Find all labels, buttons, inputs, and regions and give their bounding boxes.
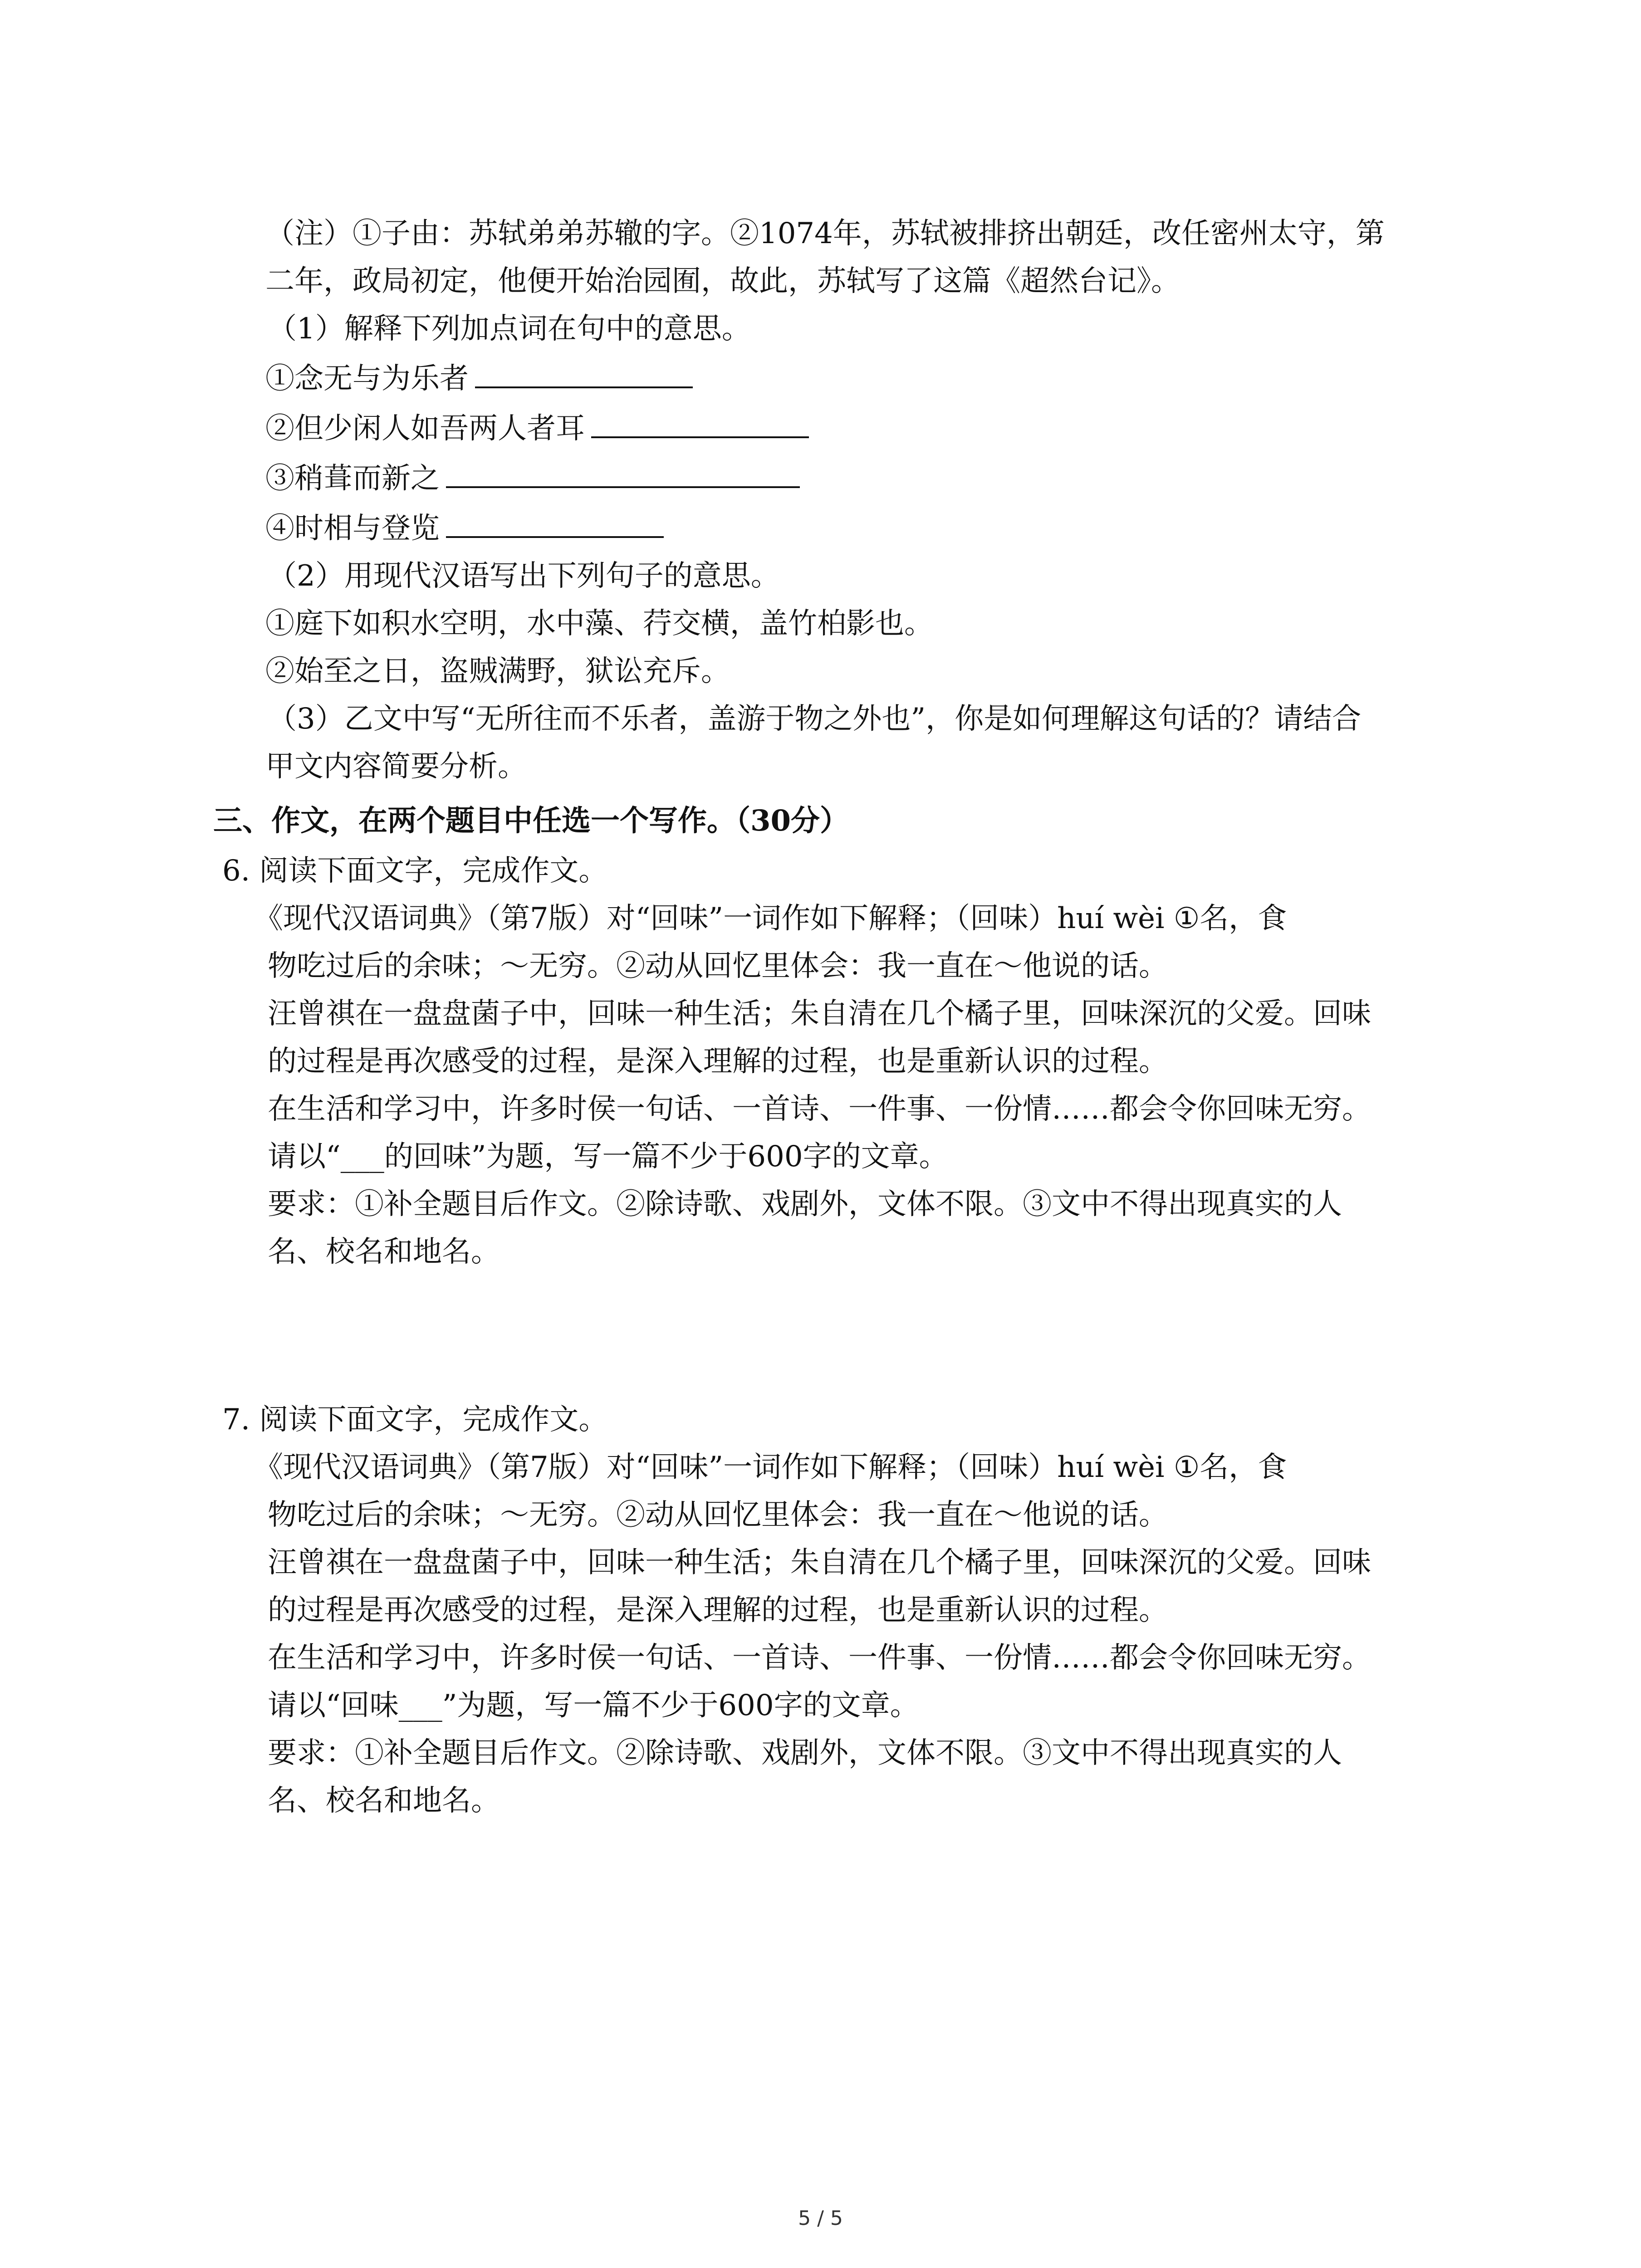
- essay7-line-9: 名、校名和地名。: [268, 1784, 500, 1818]
- q1-item-1-text: ①念无与为乐者: [265, 362, 469, 396]
- q3-line-2: 甲文内容简要分析。: [265, 750, 527, 783]
- essay7-line-4: 汪曾祺在一盘盘菌子中，回味一种生活；朱自清在几个橘子里，回味深沉的父爱。回味: [268, 1546, 1371, 1579]
- essay7-line-2: 《现代汉语词典》（第7版）对“回味”一词作如下解释；（回味）huí wèi ①名，食: [254, 1451, 1287, 1484]
- essay7-line-3: 物吃过后的余味；～无穷。②动从回忆里体会：我一直在～他说的话。: [268, 1498, 1168, 1532]
- q1-item-2-text: ②但少闲人如吾两人者耳: [265, 412, 585, 445]
- q1-item-3: [265, 458, 800, 499]
- q3-line-1: （3）乙文中写“无所往而不乐者，盖游于物之外也”，你是如何理解这句话的？请结合: [268, 702, 1362, 736]
- essay7-line-8: 要求：①补全题目后作文。②除诗歌、戏剧外，文体不限。③文中不得出现真实的人: [268, 1736, 1342, 1770]
- answer-blank-2[interactable]: [591, 408, 809, 438]
- q1-item-1: [265, 358, 693, 399]
- section-3-heading: 三、作文，在两个题目中任选一个写作。（30分）: [213, 804, 849, 838]
- essay6-line-8: 要求：①补全题目后作文。②除诗歌、戏剧外，文体不限。③文中不得出现真实的人: [268, 1188, 1342, 1221]
- essay7-line-7: 请以“回味___”为题，写一篇不少于600字的文章。: [268, 1689, 919, 1722]
- essay7-line-6: 在生活和学习中，许多时侯一句话、一首诗、一件事、一份情……都会令你回味无穷。: [268, 1641, 1371, 1675]
- essay6-line-2: 《现代汉语词典》（第7版）对“回味”一词作如下解释；（回味）huí wèi ①名，食: [254, 902, 1287, 935]
- essay7-line-5: 的过程是再次感受的过程，是深入理解的过程，也是重新认识的过程。: [268, 1593, 1168, 1627]
- essay6-line-3: 物吃过后的余味；～无穷。②动从回忆里体会：我一直在～他说的话。: [268, 949, 1168, 983]
- essay6-line-7: 请以“___的回味”为题，写一篇不少于600字的文章。: [268, 1140, 948, 1173]
- essay6-line-5: 的过程是再次感受的过程，是深入理解的过程，也是重新认识的过程。: [268, 1045, 1168, 1078]
- q1-prompt: （1）解释下列加点词在句中的意思。: [268, 312, 751, 346]
- note-line-1: （注）①子由：苏轼弟弟苏辙的字。②1074年，苏轼被排挤出朝廷，改任密州太守，第: [265, 217, 1385, 250]
- answer-blank-3[interactable]: [446, 458, 800, 488]
- q1-item-4-text: ④时相与登览: [265, 512, 440, 545]
- page-number: 5 / 5: [798, 2207, 843, 2230]
- answer-blank-1[interactable]: [475, 358, 693, 388]
- q2-prompt: （2）用现代汉语写出下列句子的意思。: [268, 559, 780, 593]
- answer-blank-4[interactable]: [446, 508, 664, 538]
- essay6-line-1: 6. 阅读下面文字，完成作文。: [222, 854, 608, 888]
- essay6-line-6: 在生活和学习中，许多时侯一句话、一首诗、一件事、一份情……都会令你回味无穷。: [268, 1092, 1371, 1126]
- q2-item-1: ①庭下如积水空明，水中藻、荇交横，盖竹柏影也。: [265, 607, 933, 640]
- essay6-line-9: 名、校名和地名。: [268, 1235, 500, 1269]
- q1-item-4: [265, 508, 664, 549]
- essay6-line-4: 汪曾祺在一盘盘菌子中，回味一种生活；朱自清在几个橘子里，回味深沉的父爱。回味: [268, 997, 1371, 1031]
- q2-item-2: ②始至之日，盗贼满野，狱讼充斥。: [265, 655, 730, 688]
- note-line-2: 二年，政局初定，他便开始治园囿，故此，苏轼写了这篇《超然台记》。: [265, 264, 1180, 298]
- essay7-line-1: 7. 阅读下面文字，完成作文。: [222, 1403, 608, 1437]
- q1-item-2: [265, 408, 809, 449]
- q1-item-3-text: ③稍葺而新之: [265, 462, 440, 495]
